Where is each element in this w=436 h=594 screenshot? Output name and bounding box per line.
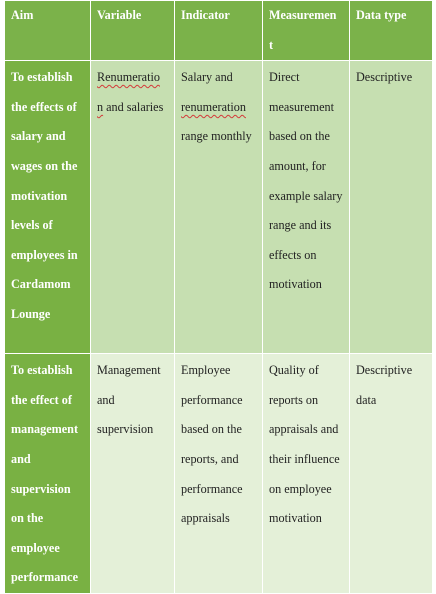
data-type-cell: Descriptive [350, 61, 433, 354]
indicator-cell: Employee performance based on the reports, and performance appraisals [175, 354, 263, 594]
research-variables-table [4, 0, 433, 594]
indicator-text: Salary and [181, 70, 233, 85]
variable-cell [91, 61, 175, 354]
aim-cell: To establish the effects of salary and wages on the motivation levels of employees in Cardamom Lounge [5, 61, 91, 354]
header-aim: Aim [5, 1, 91, 61]
header-data-type: Data type [350, 1, 433, 61]
table-row [5, 61, 433, 354]
aim-cell: To establish the effect of management and supervision on the employee performance [5, 354, 91, 594]
table-row [5, 354, 433, 594]
misspelled-word: renumeration [181, 99, 246, 114]
variable-cell: Management and supervision [91, 354, 175, 594]
header-measurement: Measuremen t [263, 1, 350, 61]
indicator-cell [175, 61, 263, 354]
indicator-text: range monthly [181, 129, 252, 144]
variable-text: and salaries [103, 99, 164, 114]
measurement-cell: Direct measurement based on the amount, for example salary range and its effects on motivation [263, 61, 350, 354]
misspelled-word: Renumeratio n [97, 70, 160, 114]
header-indicator: Indicator [175, 1, 263, 61]
table-header-row [5, 1, 433, 61]
header-variable: Variable [91, 1, 175, 61]
measurement-cell: Quality of reports on appraisals and their influence on employee motivation [263, 354, 350, 594]
data-type-cell: Descriptive data [350, 354, 433, 594]
